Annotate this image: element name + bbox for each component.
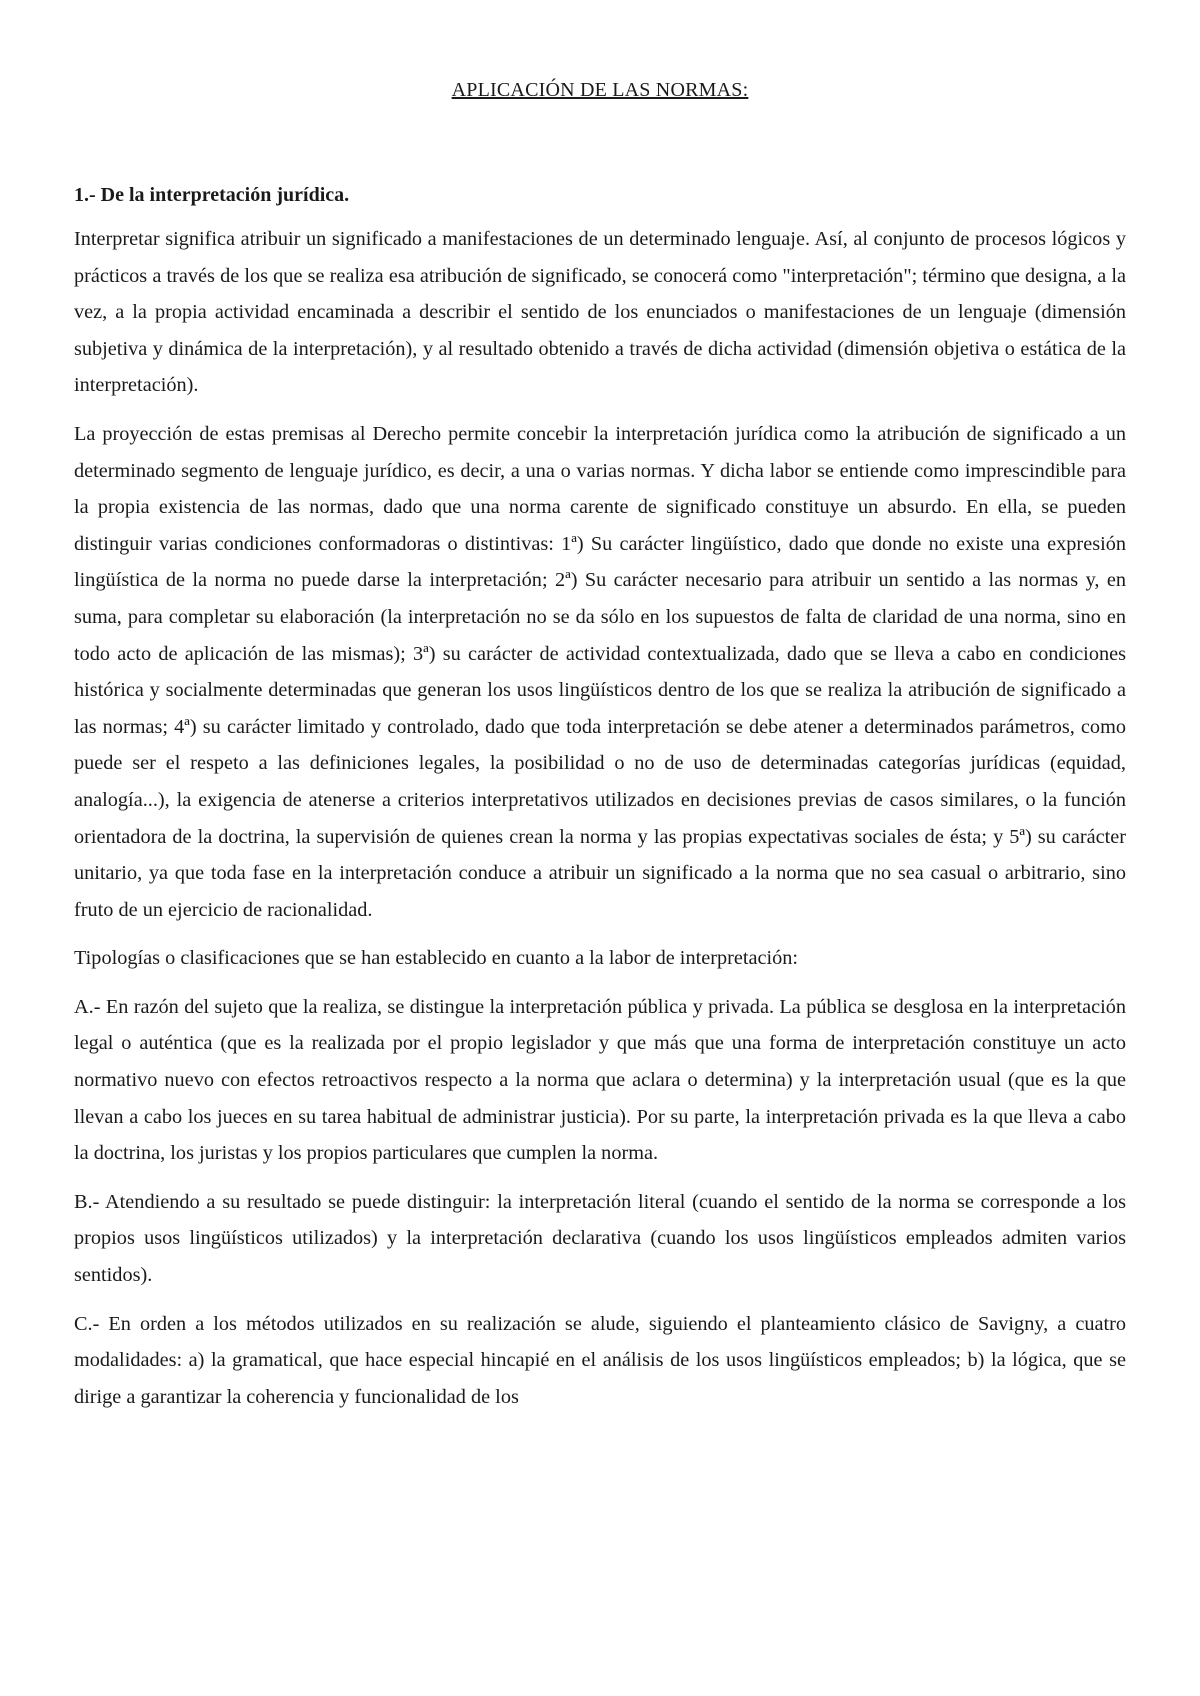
- paragraph-definition: Interpretar significa atribuir un significado a manifestaciones de un determinado lenguaje. Así, al conjunto de procesos lógicos y prácticos a través de los que se realiza esa atribución de significado, se conocerá como "interpretación"; término que designa, a la vez, a la propia actividad encaminada a describir el sentido de los enunciados o manifestaciones de un lenguaje (dimensión subjetiva y dinámica de la interpretación), y al resultado obtenido a través de dicha actividad (dimensión objetiva o estática de la interpretación).: [74, 228, 1126, 397]
- document-title: APLICACIÓN DE LAS NORMAS:: [451, 79, 749, 101]
- paragraph-typology-c: C.- En orden a los métodos utilizados en su realización se alude, siguiendo el planteamiento clásico de Savigny, a cuatro modalidades: a) la gramatical, que hace especial hincapié en el análisis de los usos lingüísticos empleados; b) la lógica, que se dirige a garantizar la coherencia y funcionalidad de los: [74, 1312, 1126, 1408]
- paragraph-typology-b: B.- Atendiendo a su resultado se puede distinguir: la interpretación literal (cuando el sentido de la norma se corresponde a los propios usos lingüísticos utilizados) y la interpretación declarativa (cuando los usos lingüísticos empleados admiten varios sentidos).: [74, 1190, 1126, 1287]
- document-body: [74, 180, 1126, 1427]
- section-heading: 1.- De la interpretación jurídica.: [74, 184, 350, 206]
- paragraph-typologies-intro: Tipologías o clasificaciones que se han establecido en cuanto a la labor de interpretación:: [74, 947, 799, 970]
- paragraph-legal-interpretation: La proyección de estas premisas al Derecho permite concebir la interpretación jurídica como la atribución de significado a un determinado segmento de lenguaje jurídico, es decir, a una o varias normas. Y dicha labor se entiende como imprescindible para la propia existencia de las normas, dado que una norma carente de significado constituye un absurdo. En ella, se pueden distinguir varias condiciones conformadoras o distintivas: 1ª) Su carácter lingüístico, dado que donde no existe una expresión lingüística de la norma no puede darse la interpretación; 2ª) Su carácter necesario para atribuir un sentido a las normas y, en suma, para completar su elaboración (la interpretación no se da sólo en los supuestos de falta de claridad de una norma, sino en todo acto de aplicación de las mismas); 3ª) su carácter de actividad contextualizada, dado que se lleva a cabo en condiciones histórica y socialmente determinadas que generan los usos lingüísticos dentro de los que se realiza la atribución de significado a las normas; 4ª) su carácter limitado y controlado, dado que toda interpretación se debe atener a determinados parámetros, como puede ser el respeto a las definiciones legales, la posibilidad o no de uso de determinadas categorías jurídicas (equidad, analogía...), la exigencia de atenerse a criterios interpretativos utilizados en decisiones previas de casos similares, o la función orientadora de la doctrina, la supervisión de quienes crean la norma y las propias expectativas sociales de ésta; y 5ª) su carácter unitario, ya que toda fase en la interpretación conduce a atribuir un significado a la norma que no sea casual o arbitrario, sino fruto de un ejercicio de racionalidad.: [74, 422, 1126, 921]
- paragraph-typology-a: A.- En razón del sujeto que la realiza, se distingue la interpretación pública y privada. La pública se desglosa en la interpretación legal o auténtica (que es la realizada por el propio legislador y que más que una forma de interpretación constituye un acto normativo nuevo con efectos retroactivos respecto a la norma que aclara o determina) y la interpretación usual (que es la que llevan a cabo los jueces en su tarea habitual de administrar justicia). Por su parte, la interpretación privada es la que lleva a cabo la doctrina, los juristas y los propios particulares que cumplen la norma.: [74, 995, 1126, 1165]
